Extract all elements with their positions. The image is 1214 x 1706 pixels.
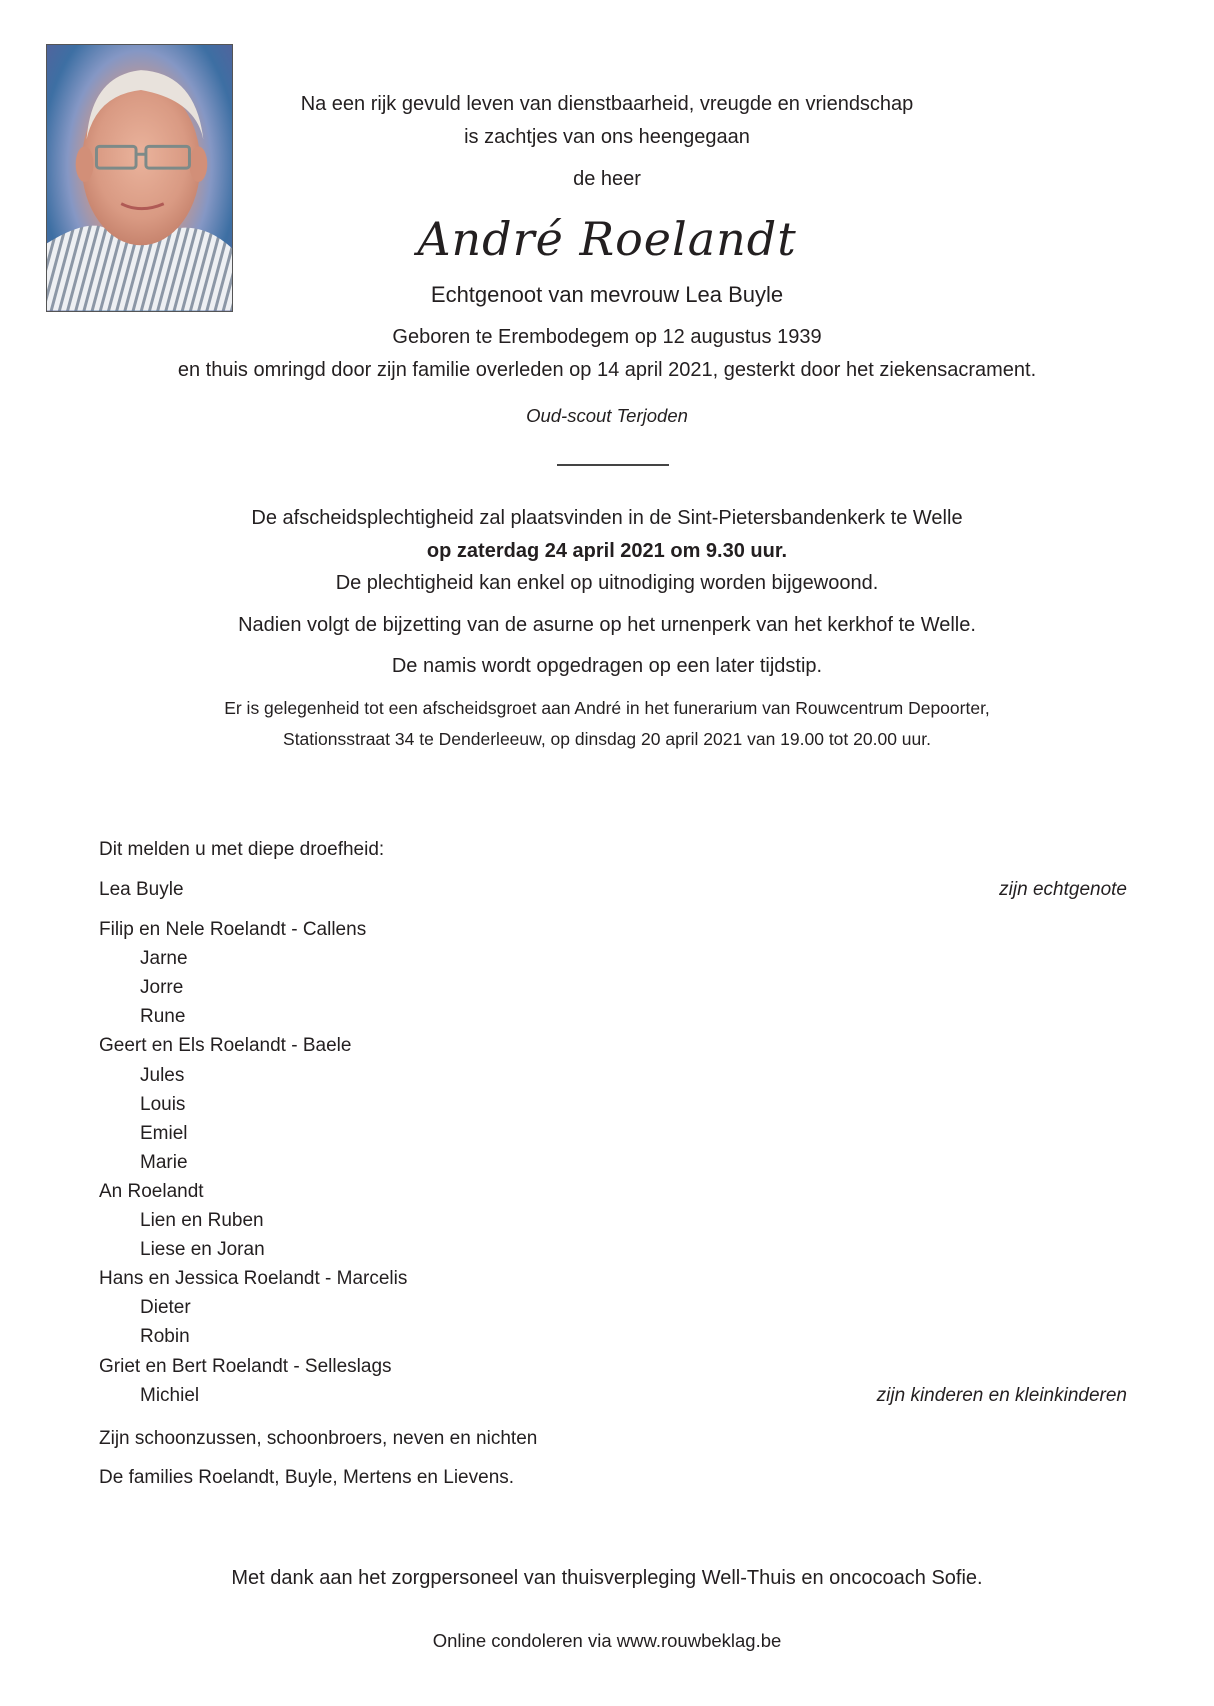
families: De families Roelandt, Buyle, Mertens en Lievens. xyxy=(99,1467,515,1488)
thanks-line: Met dank aan het zorgpersoneel van thuisverpleging Well-Thuis en oncocoach Sofie. xyxy=(231,1567,983,1589)
deceased-name: André Roelandt xyxy=(417,212,797,266)
spouse-line: Echtgenoot van mevrouw Lea Buyle xyxy=(430,282,784,307)
grandchild-row xyxy=(99,1236,1127,1264)
families-row xyxy=(99,1464,1127,1492)
child-row xyxy=(99,1032,1127,1060)
ceremony-line-5: De namis wordt opgedragen op een later tijdstip. xyxy=(391,655,823,677)
ceremony-line-4: Nadien volgt de bijzetting van de asurne op het urnenperk van het kerkhof te Welle. xyxy=(238,614,976,636)
grandchild-row xyxy=(99,1323,1127,1351)
grandchild-row xyxy=(99,945,1127,973)
child-row xyxy=(99,1353,1127,1381)
spouse-name: Lea Buyle xyxy=(99,879,184,900)
child-name: Geert en Els Roelandt - Baele xyxy=(99,1035,352,1057)
grandchild-name: Emiel xyxy=(140,1122,188,1144)
grandchild-name: Jules xyxy=(140,1064,185,1086)
grandchild-name: Rune xyxy=(140,1006,186,1028)
grandchild-row xyxy=(99,1120,1127,1148)
grandchild-row xyxy=(99,974,1127,1002)
visit-line-1: Er is gelegenheid tot een afscheidsgroet aan André in het funerarium van Rouwcentrum Depoorter, xyxy=(224,698,990,718)
family-relation-row xyxy=(99,1382,1127,1410)
grandchild-name: Jorre xyxy=(140,977,184,999)
mourners-list xyxy=(99,836,1127,1536)
grandchild-name: Lien en Ruben xyxy=(140,1210,264,1231)
grandchild-row xyxy=(99,1003,1127,1031)
grandchild-name: Marie xyxy=(140,1151,188,1173)
child-name: Griet en Bert Roelandt - Selleslags xyxy=(99,1355,392,1377)
grandchild-row xyxy=(99,1091,1127,1119)
grandchild-row xyxy=(99,1062,1127,1090)
online-condolence: Online condoleren via www.rouwbeklag.be xyxy=(432,1630,782,1651)
grandchild-name: Jarne xyxy=(140,948,188,970)
ceremony-line-1: De afscheidsplechtigheid zal plaatsvinden in de Sint-Pietersbandenkerk te Welle xyxy=(251,507,963,529)
grandchild-row xyxy=(99,1149,1127,1177)
child-name: Filip en Nele Roelandt - Callens xyxy=(99,919,367,940)
divider xyxy=(557,464,669,466)
mourners-heading xyxy=(99,836,1127,864)
child-name: Hans en Jessica Roelandt - Marcelis xyxy=(99,1268,408,1290)
child-row xyxy=(99,1265,1127,1293)
died-line: en thuis omringd door zijn familie overleden op 14 april 2021, gesterkt door het ziekensacrament. xyxy=(177,359,1037,381)
grandchild-row xyxy=(99,1207,1127,1235)
family-relation: zijn kinderen en kleinkinderen xyxy=(876,1384,1127,1406)
intro-line-1: Na een rijk gevuld leven van dienstbaarheid, vreugde en vriendschap xyxy=(300,93,914,115)
visit-line-2: Stationsstraat 34 te Denderleeuw, op dinsdag 20 april 2021 van 19.00 tot 20.00 uur. xyxy=(283,729,931,749)
ceremony-date: op zaterdag 24 april 2021 om 9.30 uur. xyxy=(426,540,788,562)
child-row xyxy=(99,916,1127,944)
title-de-heer: de heer xyxy=(573,168,641,190)
ceremony-line-3: De plechtigheid kan enkel op uitnodiging worden bijgewoond. xyxy=(335,572,879,594)
grandchild-row xyxy=(99,1294,1127,1322)
born-line: Geboren te Erembodegem op 12 augustus 1939 xyxy=(392,326,822,348)
intro-line-2: is zachtjes van ons heengegaan xyxy=(464,126,750,148)
spouse-relation: zijn echtgenote xyxy=(999,879,1127,900)
grandchild-name: Dieter xyxy=(140,1297,191,1319)
child-name: An Roelandt xyxy=(99,1180,204,1202)
grandchild-name: Michiel xyxy=(140,1384,200,1406)
mourners-heading-text: Dit melden u met diepe droefheid: xyxy=(99,839,385,860)
spouse-row xyxy=(99,876,1127,904)
child-row xyxy=(99,1178,1127,1206)
in-laws: Zijn schoonzussen, schoonbroers, neven en nichten xyxy=(99,1428,538,1449)
grandchild-name: Louis xyxy=(140,1093,186,1115)
in-laws-row xyxy=(99,1425,1127,1453)
grandchild-name: Liese en Joran xyxy=(140,1239,265,1261)
affiliation: Oud-scout Terjoden xyxy=(526,405,688,426)
grandchild-name: Robin xyxy=(140,1326,190,1348)
